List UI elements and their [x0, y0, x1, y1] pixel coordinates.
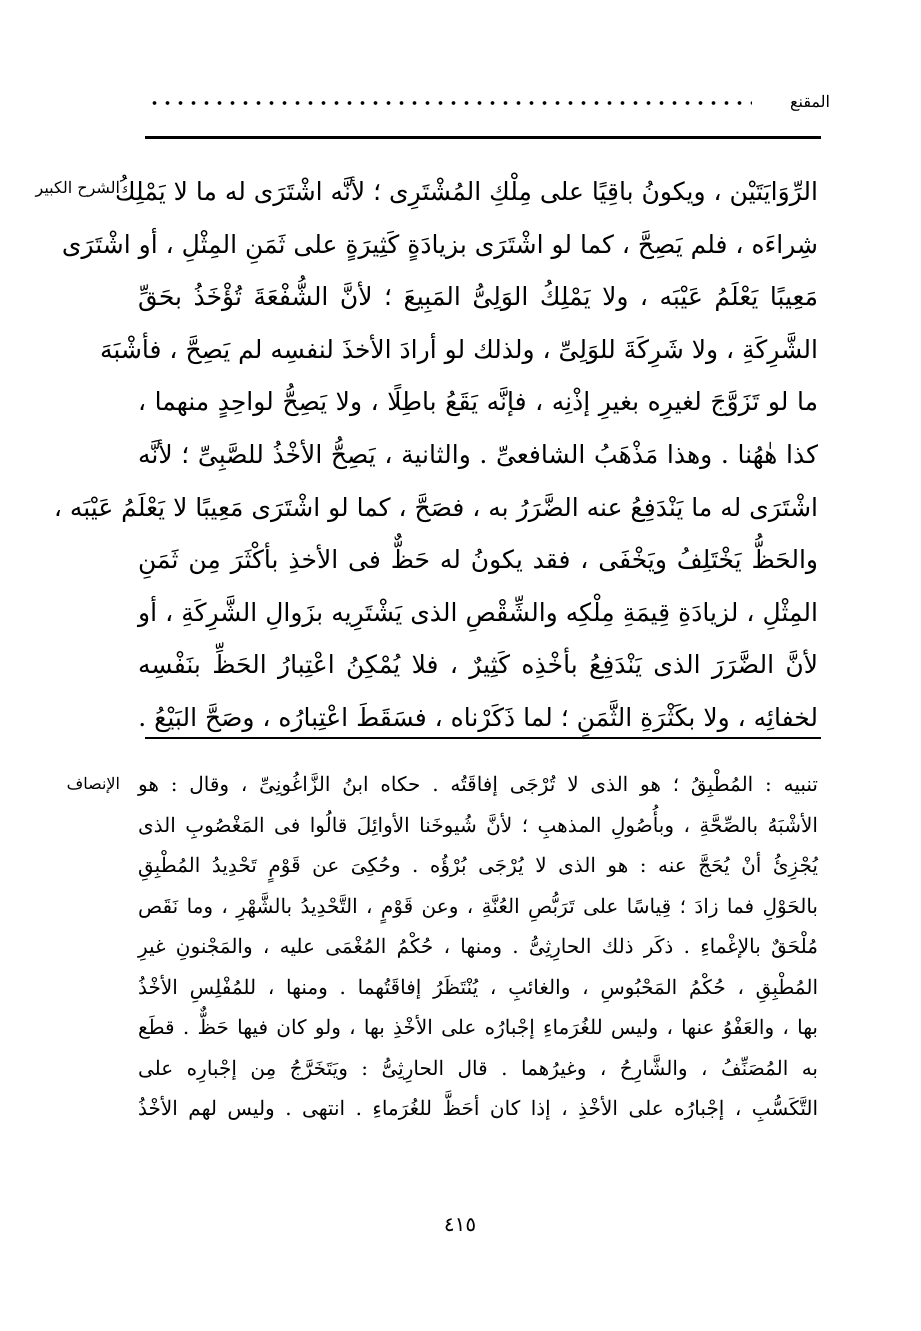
- insaf-line: المُطْبِقِ ، حُكْمُ المَحْبُوسِ ، والغائبِ ، يُنْتَظَرُ إفاقَتُهما . ومنها ، للمُفْلِسِ الأخْذُ: [138, 974, 818, 999]
- insaf-line: الأشْبَهُ بالصِّحَّةِ ، وبأُصُولِ المذهبِ ؛ لأنَّ شُيوخَنا الأوائِلَ قالُوا فى المَغْصُوبِ الذى: [138, 812, 818, 837]
- section-divider: [145, 737, 821, 739]
- dot-leader: [148, 100, 752, 106]
- side-label-sharh: الشرح الكبير: [35, 178, 120, 197]
- insaf-line: به المُصَنِّفُ ، والشَّارِحُ ، وغيرُهما . قال الحارِثِىُّ : ويَتَخَرَّجُ مِن إجْبارِه على: [138, 1055, 818, 1080]
- insaf-line: مُلْحَقٌ بالإغْماءِ . ذكَر ذلك الحارِثِىُّ . ومنها ، حُكْمُ المُغْمَى عليه ، والمَجْنونِ غيرِ: [138, 934, 818, 958]
- sharh-line: الشَّرِكَةِ ، ولا شَرِكَةَ للوَلِىِّ ، ولذلك لو أرادَ الأخذَ لنفسِه لم يَصِحَّ ، فأشْبَهَ: [100, 334, 818, 364]
- insaf-line: يُجْزِئُ أنْ يُحَجَّ عنه : هو الذى لا يُرْجَى بُرْؤُه . وحُكِىَ عن قَوْمٍ تَحْدِيدُ المُطْبِقِ: [138, 853, 818, 877]
- insaf-line: بها ، والعَفْوُ عنها ، وليس للغُرَماءِ إجْبارُه على الأخْذِ بها ، ولو كان فيها حَظٌّ . قطَع: [138, 1015, 818, 1039]
- sharh-line: شِراءَه ، فلم يَصِحَّ ، كما لو اشْتَرَى بزيادَةٍ كَثِيرَةٍ على ثَمَنِ المِثْلِ ، أو اشْتَرَى: [61, 229, 818, 259]
- sharh-line: الرِّوَايَتَيْن ، ويكونُ باقِيًا على مِلْكِ المُشْتَرِى ؛ لأنَّه اشْتَرَى له ما لا يَمْلِكُ: [114, 177, 818, 206]
- sharh-line: لخفائِه ، ولا بكَثْرَةِ الثَّمَنِ ؛ لما ذَكَرْناه ، فسَقَطَ اعْتِبارُه ، وصَحَّ البَيْعُ .: [138, 702, 818, 732]
- header-rule: [145, 136, 821, 139]
- sharh-line: مَعِيبًا يَعْلَمُ عَيْبَه ، ولا يَمْلِكُ الوَلِىُّ المَبِيعَ ؛ لأنَّ الشُّفْعَةَ تُؤْخَذُ بحَقِّ: [138, 282, 818, 312]
- sharh-line: اشْتَرَى له ما يَنْدَفِعُ عنه الضَّرَرُ به ، فصَحَّ ، كما لو اشْتَرَى مَعِيبًا لا يَعْلَمُ عَيْبَه ،: [53, 492, 818, 522]
- insaf-text-block: [138, 764, 818, 1129]
- running-title: المقنع: [789, 92, 830, 111]
- side-label-insaf: الإنصاف: [66, 774, 120, 793]
- sharh-line: المِثْلِ ، لزيادَةِ قِيمَةِ مِلْكِه والشِّقْصِ الذى يَشْتَرِيه بزَوالِ الشَّرِكَةِ ، أو: [138, 597, 818, 627]
- sharh-line: لأنَّ الضَّرَرَ الذى يَنْدَفِعُ بأخْذِه كَثِيرٌ ، فلا يُمْكِنُ اعْتِبارُ الحَظِّ بنَفْسِه: [138, 650, 818, 680]
- insaf-line: بالحَوْلِ فما زادَ ؛ قِياسًا على تَرَبُّصِ العُنَّةِ ، وعن قَوْمٍ ، التَّحْدِيدُ بالشَّهْرِ ، وما نَقَص: [138, 893, 818, 918]
- insaf-line: التَّكَسُّبِ ، إجْبارُه على الأخْذِ ، إذا كان أحَظَّ للغُرَماءِ . انتهى . وليس لهم الأخْذُ: [138, 1096, 818, 1120]
- sharh-line: ما لو تَزَوَّجَ لغيرِه بغيرِ إذْنِه ، فإنَّه يَقَعُ باطِلًا ، ولا يَصِحُّ لواحِدٍ منهما ،: [138, 387, 818, 417]
- page-number: ٤١٥: [443, 1212, 477, 1236]
- insaf-line: تنبيه : المُطْبِقُ ؛ هو الذى لا تُرْجَى إفاقَتُه . حكاه ابنُ الزَّاغُونِىِّ ، وقال : هو: [138, 772, 818, 796]
- sharh-line: والحَظُّ يَخْتَلِفُ ويَخْفَى ، فقد يكونُ له حَظٌّ فى الأخذِ بأكْثَرَ مِن ثَمَنِ: [138, 545, 818, 575]
- sharh-line: كذا هٰهُنا . وهذا مَذْهَبُ الشافعىِّ . والثانية ، يَصِحُّ الأخْذُ للصَّبِىِّ ؛ لأنَّه: [138, 439, 818, 469]
